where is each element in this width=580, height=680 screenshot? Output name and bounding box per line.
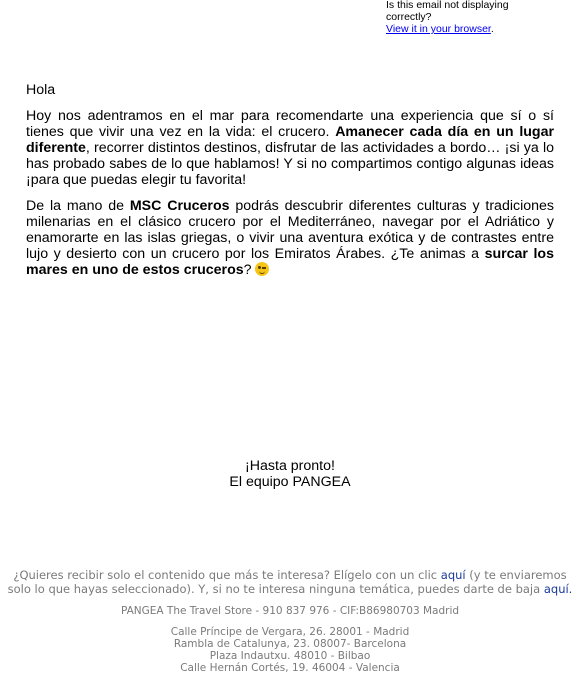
- preferences-notice: [0, 568, 580, 596]
- link-period: .: [490, 23, 494, 35]
- preferences-link[interactable]: aquí: [440, 568, 466, 582]
- msc-brand: MSC Cruceros: [129, 198, 230, 214]
- unsubscribe-link[interactable]: aquí.: [543, 582, 573, 596]
- team-signature: El equipo PANGEA: [229, 474, 351, 490]
- intro-text-2: , recorrer distintos destinos, disfrutar de las actividades a bordo… ¡si ya lo has probado sabes de lo que hablamos! Y si no compartimos contigo algunas ideas ¡para que puedas elegir tu favorita!: [26, 140, 554, 188]
- email-body: [26, 82, 554, 288]
- address-bilbao: Plaza Indautxu. 48010 - Bilbao: [209, 650, 371, 662]
- address-barcelona: Rambla de Catalunya, 23. 08007- Barcelona: [173, 638, 407, 650]
- farewell: ¡Hasta pronto!: [245, 458, 335, 474]
- cruise-text-2: podrás descubrir diferentes culturas y tradiciones milenarias en el clásico crucero por el Mediterráneo, navegar por el Adriático y enamorarte en las islas griegas, o vivir una aventura exótica y de contrastes entre lujo y desierto con un crucero por los Emiratos Árabes. ¿Te animas a: [26, 198, 555, 262]
- browser-view-notice: [386, 0, 556, 35]
- cruise-highlight: surcar los mares en uno de estos cruceros: [26, 246, 554, 278]
- intro-paragraph: [26, 108, 554, 188]
- preferences-text-1: ¿Quieres recibir solo el contenido que más te interesa? Elígelo con un clic: [13, 568, 441, 582]
- cruise-paragraph: [26, 198, 554, 278]
- address-list: [0, 626, 580, 674]
- question-mark: ?: [243, 262, 252, 278]
- preferences-text-2: (y te enviaremos solo lo que hayas seleccionado). Y, si no te interesa ninguna temática, puedes darte de baja: [7, 568, 567, 596]
- view-in-browser-link[interactable]: View it in your browser: [386, 23, 491, 35]
- winking-face-icon: [255, 262, 269, 276]
- signoff: [0, 458, 580, 490]
- cruise-text-1: De la mano de: [26, 198, 130, 214]
- company-info: PANGEA The Travel Store - 910 837 976 - CIF:B86980703 Madrid: [120, 605, 460, 617]
- email-footer: [0, 568, 580, 674]
- intro-text-1: Hoy nos adentramos en el mar para recomendarte una experiencia que sí o sí tienes que vivir una vez en la vida: el crucero.: [26, 108, 554, 140]
- address-valencia: Calle Hernán Cortés, 19. 46004 - Valencia: [180, 662, 400, 674]
- display-question: Is this email not displaying correctly?: [386, 0, 509, 23]
- intro-highlight: Amanecer cada día en un lugar diferente: [26, 124, 555, 156]
- greeting: Hola: [26, 82, 56, 98]
- address-madrid: Calle Príncipe de Vergara, 26. 28001 - Madrid: [170, 626, 410, 638]
